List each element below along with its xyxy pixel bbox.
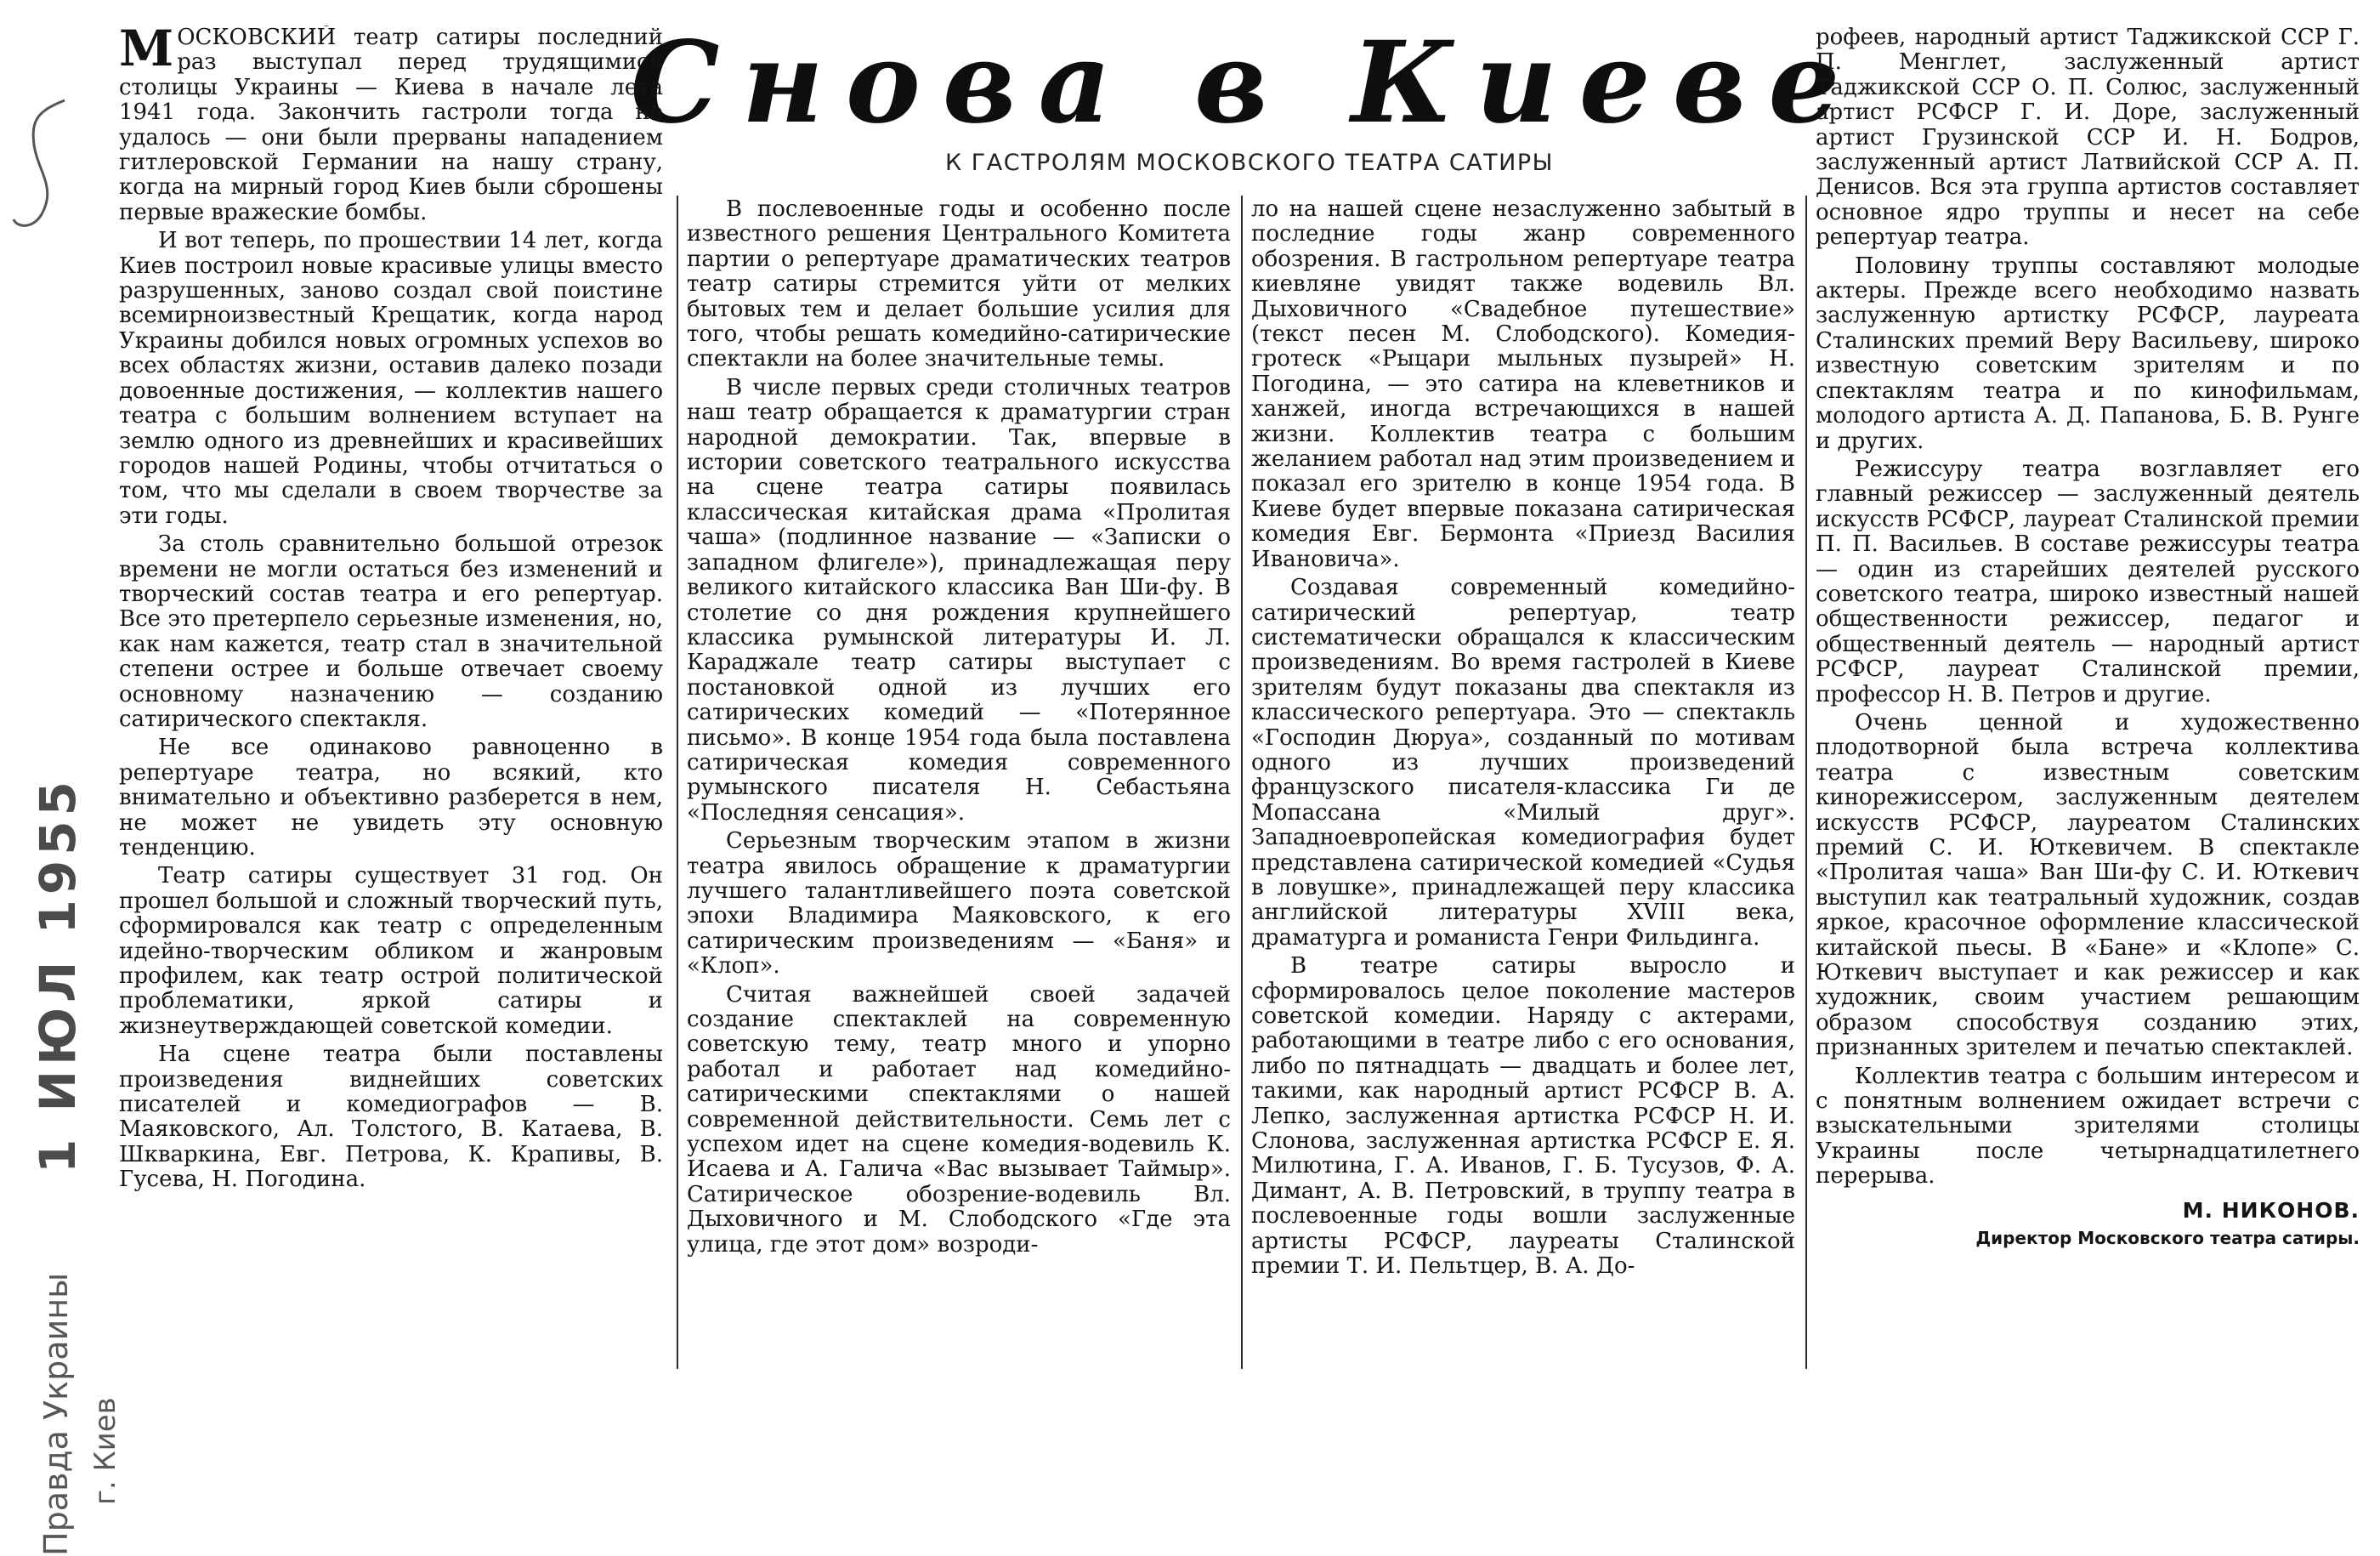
drop-cap: М [119,26,174,77]
column-rule [1241,196,1243,1369]
article-paragraph: Коллектив театра с большим интересом и с понятным волнением ожидает встречи с взыскательными зрителями столицы Украины после четырнадцатилетнего перерыва. [1816,1063,2360,1190]
column-rule [1805,196,1807,1369]
article-paragraph: Театр сатиры существует 31 год. Он прошел большой и сложный творческий путь, сформировался как театр с определенным идейно-творческим обликом и жанровым профилем, как театр острой политической проблематики, яркой сатиры и жизнеутверждающей советской комедии. [119,863,663,1039]
article-paragraph: МОСКОВСКИЙ театр сатиры последний раз выступал перед трудящимися столицы Украины — Киева в начале лета 1941 года. Закончить гастроли тогда не удалось — они были прерваны нападением гитлеровской Германии на нашу страну, когда на мирный город Киев были сброшены первые вражеские бомбы. [119,26,663,225]
article-subheadline: К ГАСТРОЛЯМ МОСКОВСКОГО ТЕАТРА САТИРЫ [945,150,1554,176]
article-column-2 [687,197,1231,1369]
article-paragraph: За столь сравнительно большой отрезок времени не могли остаться без изменений и творческий состав театра и его репертуар. Все это претерпело серьезные изменения, но, как нам кажется, театр стал в значительной степени острее и больше отвечает своему основному назначению — созданию сатирического спектакля. [119,531,663,732]
article-paragraph: ло на нашей сцене незаслуженно забытый в последние годы жанр современного обозрения. В гастрольном репертуаре театра киевляне увидят также водевиль Вл. Дыховичного «Свадебное путешествие» (текст песен М. Слободского). Комедия-гротеск «Рыцари мыльных пузырей» Н. Погодина, — это сатира на клеветников и ханжей, иногда встречающихся в нашей жизни. Коллектив театра с большим желанием работал над этим произведением и показал его зрителю в конце 1954 года. В Киеве будет впервые показана сатирическая комедия Евг. Бермонта «Приезд Василия Ивановича». [1251,197,1795,572]
newspaper-city-stamp: г. Киев [88,1397,122,1505]
article-paragraph: Серьезным творческим этапом в жизни театра явилось обращение к драматургии лучшего талантливейшего поэта советской эпохи Владимира Маяковского, к его сатирическим произведениям — «Баня» и «Клоп». [687,828,1231,980]
article-paragraph: На сцене театра были поставлены произведения виднейших советских писателей и комедиографов — В. Маяковского, Ал. Толстого, В. Катаева, В. Шкваркина, Евг. Петрова, К. Крапивы, В. Гусева, Н. Погодина. [119,1042,663,1193]
article-paragraph: Считая важнейшей своей задачей создание спектаклей на современную советскую тему, театр много и упорно работал и работает над комедийно-сатирическими спектаклями о нашей современной действительности. Семь лет с успехом идет на сцене комедия-водевиль К. Исаева и А. Галича «Вас вызывает Таймыр». Сатирическое обозрение-водевиль Вл. Дыховичного и М. Слободского «Где эта улица, где этот дом» возроди- [687,981,1231,1258]
article-paragraph: В послевоенные годы и особенно после известного решения Центрального Комитета партии о репертуаре драматических театров театр сатиры стремится уйти от мелких бытовых тем и делает большие усилия для того, чтобы решать комедийно-сатирические спектакли на более значительные темы. [687,197,1231,372]
article-paragraph: И вот теперь, по прошествии 14 лет, когда Киев построил новые красивые улицы вместо разрушенных, заново создал свой поистине всемирноизвестный Крещатик, когда народ Украины добился новых огромных успехов во всех областях жизни, оставив далеко позади довоенные достижения, — коллектив нашего театра с большим волнением вступает на землю одного из древнейших и красивейших городов нашей Родины, чтобы отчитаться о том, что мы сделали в своем творчестве за эти годы. [119,228,663,529]
pencil-mark [5,94,73,238]
article-paragraph: рофеев, народный артист Таджикской ССР Г. П. Менглет, заслуженный артист Таджикской ССР О. П. Солюс, заслуженный артист РСФСР Г. И. Доре, заслуженный артист Грузинской ССР И. Н. Бодров, заслуженный артист Латвийской ССР А. П. Денисов. Вся эта группа артистов составляет основное ядро труппы и несет на себе репертуар театра. [1816,26,2360,251]
archive-date-stamp: 1 ИЮЛ 1955 [29,776,87,1173]
author-signature: М. НИКОНОВ. [2182,1197,2360,1223]
article-column-4 [1816,26,2360,1369]
article-paragraph: В театре сатиры выросло и сформировалось целое поколение мастеров советской комедии. Наряду с актерами, работающими в театре либо с его основания, либо по пятнадцать — двадцать и более лет, такими, как народный артист РСФСР В. А. Лепко, заслуженная артистка РСФСР Н. И. Слонова, заслуженная артистка РСФСР Е. Я. Милютина, Г. А. Иванов, Г. Б. Тусузов, Ф. А. Димант, А. В. Петровский, в труппу театра в послевоенные годы вошли заслуженные артисты РСФСР, лауреаты Сталинской премии Т. И. Пельтцер, В. А. До- [1251,953,1795,1280]
article-paragraph: Создавая современный комедийно-сатирический репертуар, театр систематически обращался к классическим произведениям. Во время гастролей в Киеве зрителям будут показаны два спектакля из классического репертуара. Это — спектакль «Господин Дюруа», созданный по мотивам одного из лучших произведений французского писателя-классика Ги де Мопассана «Милый друг». Западноевропейская комедиография будет представлена сатирической комедией «Судья в ловушке», принадлежащей перу классика английской литературы XVIII века, драматурга и романиста Генри Фильдинга. [1251,575,1795,951]
article-column-3 [1251,197,1795,1369]
newspaper-name-stamp: Правда Украины [37,1272,75,1556]
article-paragraph: Режиссуру театра возглавляет его главный режиссер — заслуженный деятель искусств РСФСР, лауреат Сталинской премии П. П. Васильев. В составе режиссуры театра — один из старейших деятелей русского советского театра, широко известный нашей общественности режиссер, педагог и общественный деятель — народный артист РСФСР, лауреат Сталинской премии, профессор Н. В. Петров и другие. [1816,456,2360,707]
author-title: Директор Московского театра сатиры. [1975,1228,2360,1249]
article-headline: Снова в Киеве [630,17,1862,149]
article-paragraph: Не все одинаково равноценно в репертуаре театра, но всякий, кто внимательно и объективно разберется в нем, не может не увидеть эту основную тенденцию. [119,735,663,860]
article-paragraph: В числе первых среди столичных театров наш театр обращается к драматургии стран народной демократии. Так, впервые в истории советского театрального искусства на сцене театра сатиры появилась классическая китайская драма «Пролитая чаша» (подлинное название — «Записки о западном флигеле»), принадлежащая перу великого китайского классика Ван Ши-фу. В столетие со дня рождения крупнейшего классика румынской литературы И. Л. Караджале театр сатиры выступает с постановкой одной из лучших его сатирических комедий — «Потерянное письмо». В конце 1954 года была поставлена сатирическая комедия современного румынского писателя Н. Себастьяна «Последняя сенсация». [687,374,1231,826]
article-paragraph: Очень ценной и художественно плодотворной была встреча коллектива театра с известным советским кинорежиссером, заслуженным деятелем искусств РСФСР, лауреатом Сталинских премий С. И. Юткевичем. В спектакле «Пролитая чаша» Ван Ши-фу С. И. Юткевич выступил как театральный художник, создав яркое, красочное оформление классической китайской пьесы. В «Бане» и «Клопе» С. Юткевич выступает и как режиссер и как художник, своим участием решающим образом способствуя созданию этих, признанных зрителем и печатью спектаклей. [1816,709,2360,1061]
column-rule [677,196,678,1369]
article-paragraph: Половину труппы составляют молодые актеры. Прежде всего необходимо назвать заслуженную артистку РСФСР, лауреата Сталинских премий Веру Васильеву, широко известную советским зрителям и по спектаклям театра и по кинофильмам, молодого артиста А. Д. Папанова, Б. В. Рунге и других. [1816,253,2360,454]
article-column-1 [119,26,663,1369]
